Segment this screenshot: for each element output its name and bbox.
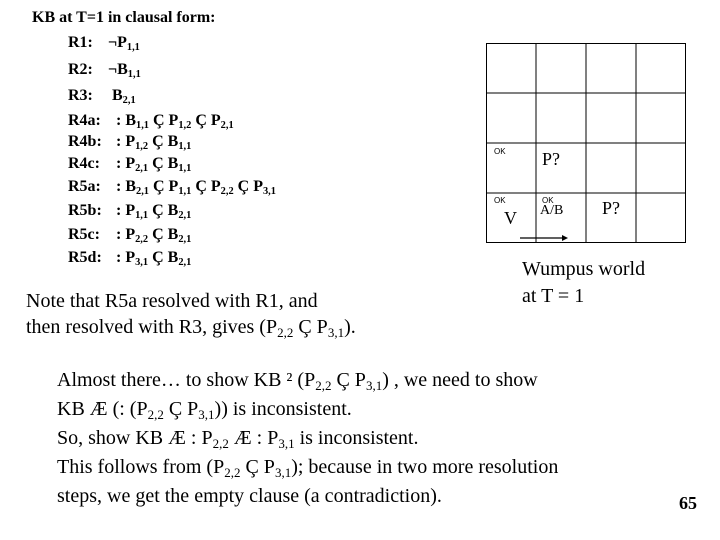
- text-segment: )) is inconsistent.: [214, 398, 352, 420]
- rule-clause: [108, 61, 141, 79]
- text-segment: : B: [116, 112, 136, 129]
- kb-title: KB at T=1 in clausal form:: [32, 9, 216, 26]
- rule-clause: [116, 133, 191, 151]
- rule-clause: [116, 249, 191, 267]
- rule-clause: [116, 202, 191, 220]
- subscript: 3,1: [327, 324, 345, 340]
- text-segment: ) , we need to show: [382, 369, 538, 391]
- text-segment: : B: [116, 178, 136, 195]
- note-text: [26, 288, 356, 340]
- rule-label: R4b:: [68, 133, 102, 150]
- subscript: 3,1: [198, 406, 215, 422]
- subscript: 3,1: [262, 186, 276, 198]
- rule-label: R5a:: [68, 178, 101, 195]
- conclusion-line: [57, 453, 558, 482]
- subscript: 1,1: [178, 186, 192, 198]
- subscript: 2,1: [178, 210, 192, 222]
- ok-marker-2-1: OK: [542, 196, 554, 205]
- note-line-2: [26, 314, 356, 340]
- pit-query-3-1: P?: [602, 198, 620, 218]
- visited-marker: V: [504, 208, 517, 228]
- text-segment: : P: [116, 133, 136, 150]
- caption-line-1: Wumpus world: [522, 258, 646, 280]
- subscript: 2,2: [277, 324, 294, 340]
- rule-clause: [116, 112, 234, 130]
- subscript: 3,1: [274, 464, 292, 480]
- note-line-1: Note that R5a resolved with R1, and: [26, 290, 318, 312]
- conclusion-line: [57, 366, 558, 395]
- ok-marker-1-1: OK: [494, 196, 506, 205]
- text-segment: KB Æ (: (P: [57, 398, 148, 420]
- pit-query-1-2: P?: [542, 149, 560, 169]
- rule-clause: [116, 226, 191, 244]
- text-segment: This follows from (P: [57, 456, 225, 478]
- subscript: 2,1: [178, 257, 192, 269]
- rule-label: R5d:: [68, 249, 102, 266]
- text-segment: : P: [116, 226, 136, 243]
- rule-label: R5c:: [68, 226, 100, 243]
- subscript: 2,1: [136, 186, 149, 198]
- subscript: 2,2: [135, 234, 149, 246]
- text-segment: is inconsistent.: [294, 427, 419, 449]
- rule-label: R3:: [68, 87, 93, 104]
- subscript: 1,1: [126, 42, 140, 54]
- rule-label: R5b:: [68, 202, 102, 219]
- text-segment: then resolved with R3, gives (P: [26, 316, 278, 338]
- subscript: 3,1: [135, 257, 149, 269]
- text-segment: Ç P: [163, 398, 199, 420]
- conclusion-line: [57, 395, 558, 424]
- rule-label: R4a:: [68, 112, 101, 129]
- text-segment: So, show KB Æ : P: [57, 427, 213, 449]
- text-segment: Ç B: [148, 202, 179, 219]
- subscript: 1,2: [178, 120, 192, 132]
- agent-arrow-icon: [520, 235, 568, 241]
- subscript: 2,2: [315, 377, 332, 393]
- text-segment: B: [112, 87, 123, 104]
- text-segment: Ç P: [240, 456, 275, 478]
- text-segment: Ç P: [233, 178, 263, 195]
- subscript: 1,2: [135, 141, 149, 153]
- caption-line-2: at T = 1: [522, 285, 585, 307]
- ok-marker-1-2: OK: [494, 147, 506, 156]
- text-segment: Ç P: [191, 178, 221, 195]
- rule-clause: [108, 34, 140, 52]
- text-segment: Ç B: [148, 155, 179, 172]
- rule-clause: [116, 155, 191, 173]
- text-segment: Ç P: [191, 112, 221, 129]
- text-segment: ¬P: [108, 34, 127, 51]
- text-segment: : P: [116, 249, 136, 266]
- wumpus-caption: [522, 256, 712, 310]
- text-segment: ); because in two more resolution: [291, 456, 559, 478]
- subscript: 1,1: [178, 163, 192, 175]
- rule-label: R1:: [68, 34, 93, 51]
- rule-label: R4c:: [68, 155, 100, 172]
- text-segment: Ç P: [149, 112, 179, 129]
- subscript: 2,2: [212, 435, 229, 451]
- conclusion-line: [57, 482, 558, 511]
- agent-breeze-marker: A/B: [540, 203, 564, 218]
- rule-clause: [112, 87, 136, 105]
- subscript: 3,1: [365, 377, 383, 393]
- subscript: 2,2: [220, 186, 234, 198]
- text-segment: ¬B: [108, 61, 128, 78]
- text-segment: Ç B: [148, 226, 179, 243]
- rule-label: R2:: [68, 61, 93, 78]
- text-segment: : P: [116, 155, 136, 172]
- subscript: 3,1: [278, 435, 295, 451]
- text-segment: Ç P: [149, 178, 179, 195]
- text-segment: Almost there… to show KB ² (P: [57, 369, 316, 391]
- subscript: 2,1: [122, 95, 136, 107]
- conclusion-text: [57, 366, 558, 511]
- subscript: 2,2: [147, 406, 164, 422]
- text-segment: Ç P: [331, 369, 366, 391]
- page-number: 65: [679, 493, 697, 513]
- subscript: 2,1: [220, 120, 234, 132]
- subscript: 1,1: [136, 120, 149, 132]
- text-segment: Ç B: [148, 249, 179, 266]
- subscript: 2,1: [178, 234, 192, 246]
- subscript: 1,1: [178, 141, 192, 153]
- wumpus-world-grid: [486, 43, 686, 243]
- subscript: 2,2: [224, 464, 241, 480]
- text-segment: ).: [344, 316, 356, 338]
- text-segment: steps, we get the empty clause (a contradiction).: [57, 485, 442, 507]
- rule-clause: [116, 178, 276, 196]
- subscript: 1,1: [127, 69, 141, 81]
- text-segment: Ç B: [148, 133, 179, 150]
- subscript: 2,1: [135, 163, 149, 175]
- text-segment: Æ : P: [228, 427, 279, 449]
- subscript: 1,1: [135, 210, 149, 222]
- text-segment: : P: [116, 202, 136, 219]
- conclusion-line: [57, 424, 558, 453]
- text-segment: Ç P: [293, 316, 328, 338]
